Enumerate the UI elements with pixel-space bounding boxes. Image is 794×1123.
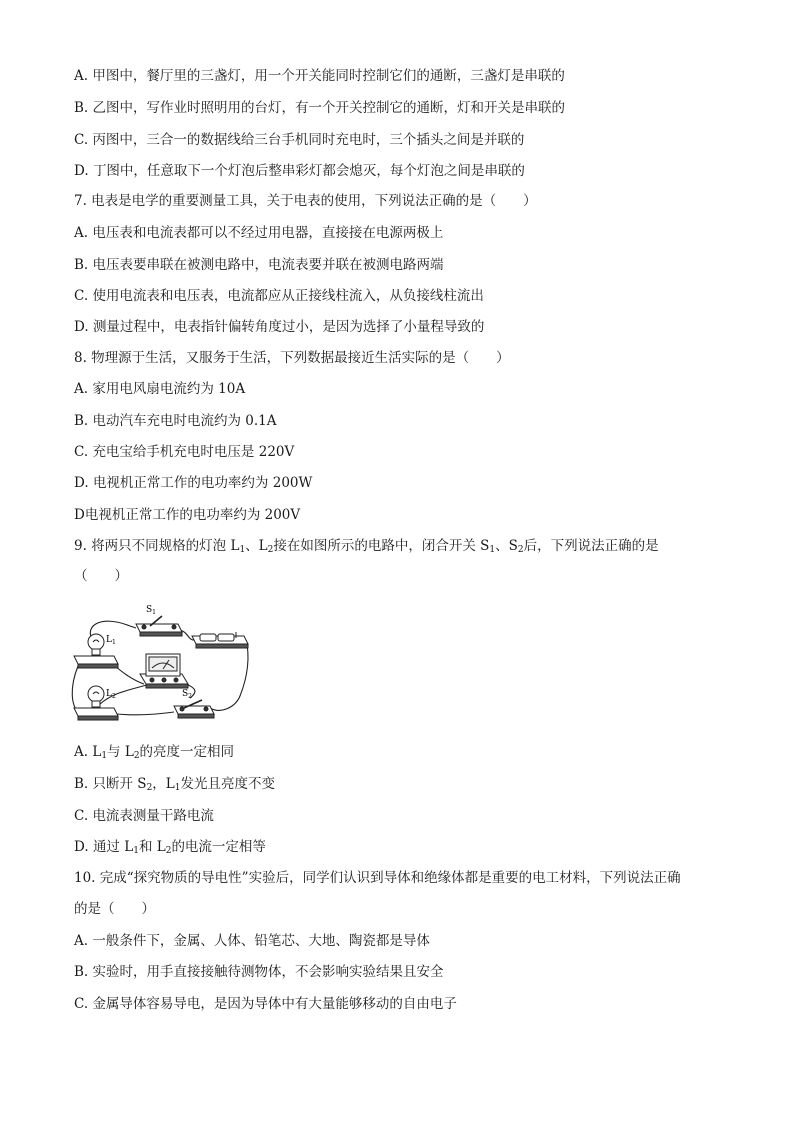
- q8-option-b: B. 电动汽车充电时电流约为 0.1A: [74, 413, 277, 429]
- q8-option-d: D. 电视机正常工作的电功率约为 200W: [74, 475, 313, 491]
- q7-option-a: A. 电压表和电流表都可以不经过用电器，直接接在电源两极上: [74, 225, 444, 241]
- q6-option-c: C. 丙图中，三合一的数据线给三台手机同时充电时，三个插头之间是并联的: [74, 132, 525, 148]
- q8-option-d-duplicate: D电视机正常工作的电功率约为 200V: [74, 507, 301, 523]
- q10-option-a: A. 一般条件下，金属、人体、铅笔芯、大地、陶瓷都是导体: [74, 933, 430, 949]
- switch-s2: [174, 700, 214, 718]
- q9-option-a: A. $L_1$与 $L_2$的亮度一定相同: [74, 744, 235, 761]
- label-l1: $L_1$: [106, 635, 116, 646]
- battery: [192, 632, 248, 648]
- q9-option-c: C. 电流表测量干路电流: [74, 808, 214, 824]
- wire-left-loop: [72, 666, 80, 714]
- q7-option-c: C. 使用电流表和电压表，电流都应从正接线柱流入，从负接线柱流出: [74, 288, 484, 304]
- wire-l2-s2: [116, 712, 174, 715]
- q9-option-b: B. 只断开 $S_2$，$L_1$发光且亮度不变: [74, 776, 275, 793]
- q10-option-b: B. 实验时，用手直接接触待测物体，不会影响实验结果且安全: [74, 964, 444, 980]
- q10-stem: 10. 完成“探究物质的导电性”实验后，同学们认识到导体和绝缘体都是重要的电工材料，下列说法正确: [74, 870, 681, 886]
- q10-option-c: C. 金属导体容易导电，是因为导体中有大量能够移动的自由电子: [74, 996, 457, 1012]
- q6-option-b: B. 乙图中，写作业时照明用的台灯，有一个开关控制它的通断，灯和开关是串联的: [74, 100, 566, 116]
- wire-battery-right: [210, 640, 248, 710]
- ammeter: [140, 654, 188, 688]
- q6-option-d: D. 丁图中，任意取下一个灯泡后整串彩灯都会熄灭，每个灯泡之间是串联的: [74, 163, 525, 179]
- q6-option-a: A. 甲图中，餐厅里的三盏灯，用一个开关能同时控制它们的通断，三盏灯是串联的: [74, 68, 565, 84]
- q8-option-a: A. 家用电风扇电流约为 10A: [74, 381, 246, 397]
- label-s1: $S_1$: [146, 605, 156, 616]
- q8-option-c: C. 充电宝给手机充电时电压是 220V: [74, 444, 295, 460]
- label-s2: $S_2$: [182, 689, 192, 700]
- q9-option-d: D. 通过 $L_1$和 $L_2$的电流一定相等: [74, 839, 266, 856]
- q8-stem: 8. 物理源于生活，又服务于生活，下列数据最接近生活实际的是（ ）: [74, 350, 510, 366]
- circuit-diagram: [70, 596, 250, 726]
- q9-stem-cont: （ ）: [74, 568, 128, 584]
- q7-option-b: B. 电压表要串联在被测电路中，电流表要并联在被测电路两端: [74, 257, 444, 273]
- q7-stem: 7. 电表是电学的重要测量工具，关于电表的使用，下列说法正确的是（ ）: [74, 193, 537, 209]
- q7-option-d: D. 测量过程中，电表指针偏转角度过小，是因为选择了小量程导致的: [74, 319, 485, 335]
- q9-stem: 9. 将两只不同规格的灯泡 $L_1$、$L_2$接在如图所示的电路中，闭合开关 $S_1$、$S_2$后，下列说法正确的是: [74, 538, 659, 555]
- switch-s1: [136, 616, 182, 636]
- q10-stem-cont: 的是（ ）: [74, 901, 155, 917]
- label-l2: $L_2$: [106, 689, 116, 700]
